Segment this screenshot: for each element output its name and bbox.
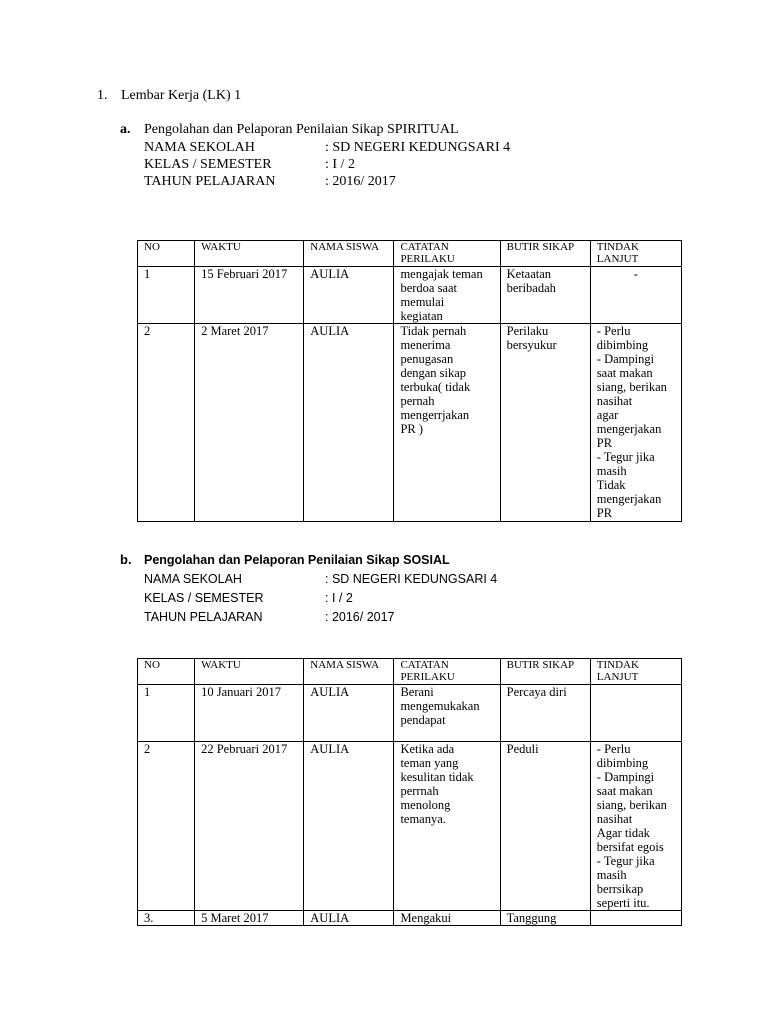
cell-no: 3.	[138, 911, 195, 926]
section-b-letter: b.	[120, 552, 132, 567]
cell-catatan-perilaku: Mengakui	[394, 911, 500, 926]
info-key: NAMA SEKOLAH	[144, 140, 255, 155]
header-catatan-perilaku: CATATAN PERILAKU	[394, 241, 500, 267]
heading-number: 1.	[97, 88, 108, 103]
cell-butir-sikap: Ketaatan beribadah	[500, 267, 590, 324]
cell-waktu: 2 Maret 2017	[195, 324, 304, 522]
info-key: TAHUN PELAJARAN	[144, 610, 263, 624]
header-waktu: WAKTU	[195, 241, 304, 267]
cell-no: 1	[138, 685, 195, 742]
info-key: TAHUN PELAJARAN	[144, 174, 276, 189]
header-butir-sikap: BUTIR SIKAP	[500, 659, 590, 685]
cell-butir-sikap: Peduli	[500, 742, 590, 911]
cell-waktu: 10 Januari 2017	[195, 685, 304, 742]
cell-tindak-lanjut: - Perlu dibimbing - Dampingi saat makan siang, berikan nasihat Agar tidak bersifat egois - Tegur jika masih berrsikap seperti itu.	[590, 742, 681, 911]
table-header-row	[138, 241, 682, 267]
section-a-title: Pengolahan dan Pelaporan Penilaian Sikap SPIRITUAL	[144, 122, 459, 137]
cell-nama-siswa: AULIA	[304, 324, 394, 522]
section-a-letter: a.	[120, 122, 131, 137]
heading-title: Lembar Kerja (LK) 1	[121, 88, 242, 103]
cell-tindak-lanjut: - Perlu dibimbing - Dampingi saat makan siang, berikan nasihat agar mengerjakan PR - Tegur jika masih Tidak mengerjakan PR	[590, 324, 681, 522]
cell-no: 2	[138, 324, 195, 522]
cell-catatan-perilaku: mengajak teman berdoa saat memulai kegiatan	[394, 267, 500, 324]
header-tindak-lanjut: TINDAK LANJUT	[590, 659, 681, 685]
cell-butir-sikap: Tanggung	[500, 911, 590, 926]
header-waktu: WAKTU	[195, 659, 304, 685]
spiritual-assessment-table	[137, 240, 682, 522]
cell-nama-siswa: AULIA	[304, 685, 394, 742]
table-row	[138, 324, 682, 522]
header-nama-siswa: NAMA SISWA	[304, 241, 394, 267]
table-row	[138, 742, 682, 911]
cell-waktu: 15 Februari 2017	[195, 267, 304, 324]
cell-no: 1	[138, 267, 195, 324]
cell-catatan-perilaku: Ketika ada teman yang kesulitan tidak perrnah menolong temanya.	[394, 742, 500, 911]
cell-tindak-lanjut: -	[590, 267, 681, 324]
header-tindak-lanjut: TINDAK LANJUT	[590, 241, 681, 267]
info-key: NAMA SEKOLAH	[144, 572, 242, 586]
table-row	[138, 911, 682, 926]
info-key: KELAS / SEMESTER	[144, 591, 264, 605]
cell-nama-siswa: AULIA	[304, 267, 394, 324]
cell-tindak-lanjut	[590, 911, 681, 926]
info-value: : SD NEGERI KEDUNGSARI 4	[325, 140, 511, 155]
section-b-title: Pengolahan dan Pelaporan Penilaian Sikap SOSIAL	[144, 553, 450, 567]
table-header-row	[138, 659, 682, 685]
cell-nama-siswa: AULIA	[304, 742, 394, 911]
cell-waktu: 5 Maret 2017	[195, 911, 304, 926]
cell-butir-sikap: Percaya diri	[500, 685, 590, 742]
cell-tindak-lanjut	[590, 685, 681, 742]
social-assessment-table	[137, 658, 682, 926]
cell-waktu: 22 Pebruari 2017	[195, 742, 304, 911]
cell-butir-sikap: Perilaku bersyukur	[500, 324, 590, 522]
info-value: : I / 2	[325, 157, 355, 172]
cell-no: 2	[138, 742, 195, 911]
cell-nama-siswa: AULIA	[304, 911, 394, 926]
header-no: NO	[138, 659, 195, 685]
table-row	[138, 685, 682, 742]
info-value: : 2016/ 2017	[325, 174, 396, 189]
info-key: KELAS / SEMESTER	[144, 157, 272, 172]
info-value: : I / 2	[325, 591, 353, 605]
info-value: : SD NEGERI KEDUNGSARI 4	[325, 572, 498, 586]
header-butir-sikap: BUTIR SIKAP	[500, 241, 590, 267]
cell-catatan-perilaku: Berani mengemukakan pendapat	[394, 685, 500, 742]
header-nama-siswa: NAMA SISWA	[304, 659, 394, 685]
cell-catatan-perilaku: Tidak pernah menerima penugasan dengan sikap terbuka( tidak pernah mengerrjakan PR )	[394, 324, 500, 522]
header-no: NO	[138, 241, 195, 267]
table-row	[138, 267, 682, 324]
info-value: : 2016/ 2017	[325, 610, 395, 624]
header-catatan-perilaku: CATATAN PERILAKU	[394, 659, 500, 685]
